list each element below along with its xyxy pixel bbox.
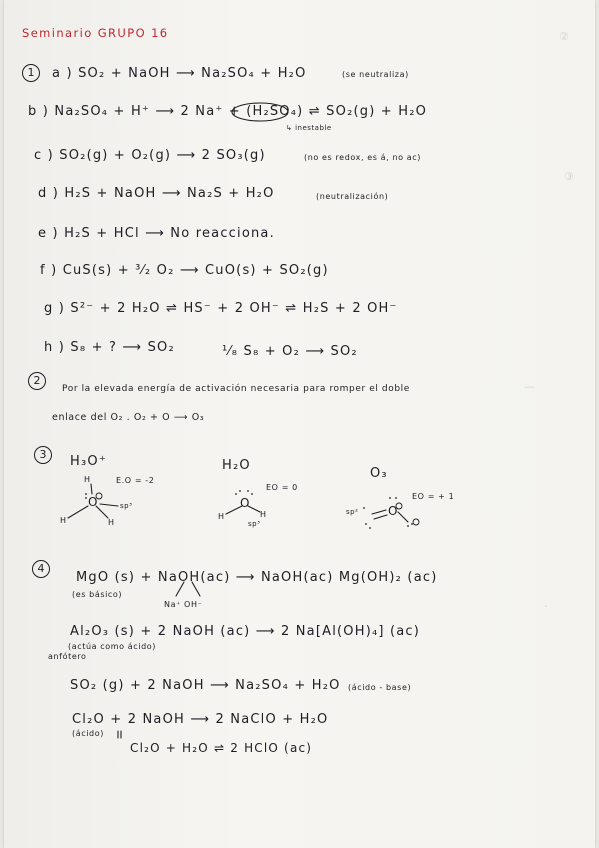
lone-pair-dot: [235, 493, 237, 495]
equation-1h: h ) S₈ + ? ⟶ SO₂: [44, 340, 175, 355]
atom-o-h3o: O: [88, 495, 99, 509]
note-1a: (se neutraliza): [342, 70, 409, 79]
note-4-al2o3: (actúa como ácido): [68, 642, 157, 651]
ions-4-mgo: Na⁺ OH⁻: [164, 600, 203, 609]
atom-h-h2o-left: H: [218, 512, 225, 521]
arrow: [192, 582, 200, 596]
formal-charge-mark: [96, 493, 102, 499]
equation-4-al2o3: Al₂O₃ (s) + 2 NaOH (ac) ⟶ 2 Na[Al(OH)₄] (ac): [70, 624, 421, 639]
lone-pair-dot: [369, 527, 371, 529]
equation-1a: a ) SO₂ + NaOH ⟶ Na₂SO₄ + H₂O: [52, 66, 307, 81]
bleed-through-mark: —: [524, 380, 535, 393]
bleed-through-mark: ③: [564, 170, 574, 183]
lone-pair-dot: [365, 523, 367, 525]
arrow: [176, 582, 184, 596]
hybridization-o3: sp²: [346, 508, 359, 516]
equation-1f: f ) CuS(s) + ³⁄₂ O₂ ⟶ CuO(s) + SO₂(g): [40, 263, 329, 278]
note-4-mgo: (es básico): [72, 590, 123, 599]
formula-o3: O₃: [370, 466, 388, 481]
equation-1c: c ) SO₂(g) + O₂(g) ⟶ 2 SO₃(g): [34, 148, 266, 163]
question-number-3: 3: [34, 446, 52, 464]
equation-4-cl2o: Cl₂O + 2 NaOH ⟶ 2 NaClO + H₂O: [72, 712, 329, 727]
bond: [68, 506, 88, 518]
lone-pair-dot: [251, 493, 253, 495]
hybridization-h3o: sp³: [120, 502, 133, 510]
bond: [248, 506, 260, 512]
equation-1d: d ) H₂S + NaOH ⟶ Na₂S + H₂O: [38, 186, 275, 201]
atom-o-o3: O: [388, 504, 399, 518]
note-4-so2: (ácido - base): [348, 683, 412, 692]
answer-2-line-1: Por la elevada energía de activación necesaria para romper el doble: [62, 384, 410, 394]
lone-pair-dot: [389, 497, 391, 499]
bond: [372, 510, 386, 514]
equation-1h-alt: ¹⁄₈ S₈ + O₂ ⟶ SO₂: [222, 344, 358, 359]
lone-pair-dot: [85, 497, 87, 499]
oxidation-state-h2o: EO = 0: [266, 483, 298, 492]
equation-4-mgo: MgO (s) + NaOH(ac) ⟶ NaOH(ac) Mg(OH)₂ (ac): [76, 570, 438, 585]
equation-4-cl2o-b: Cl₂O + H₂O ⇌ 2 HClO (ac): [130, 741, 313, 755]
question-number-4: 4: [32, 560, 50, 578]
formula-h3o: H₃O⁺: [70, 454, 107, 469]
bleed-through-mark: ·: [544, 600, 548, 613]
bond: [91, 484, 92, 494]
atom-h-left: H: [60, 516, 67, 525]
atom-h-top: H: [84, 475, 91, 484]
oxidation-state-o3: EO = + 1: [412, 492, 455, 501]
lone-pair-dot: [395, 497, 397, 499]
atom-h-right: H: [108, 518, 115, 527]
equation-4-so2: SO₂ (g) + 2 NaOH ⟶ Na₂SO₄ + H₂O: [70, 678, 341, 693]
note-4-cl2o: (ácido): [72, 729, 104, 738]
formal-charge-mark: [413, 519, 419, 525]
formal-charge-mark: [396, 503, 402, 509]
equation-1g: g ) S²⁻ + 2 H₂O ⇌ HS⁻ + 2 OH⁻ ⇌ H₂S + 2 OH⁻: [44, 301, 398, 316]
bond: [398, 512, 408, 522]
bond: [226, 506, 242, 514]
oxidation-state-h3o: E.O = -2: [116, 476, 155, 485]
note-1d: (neutralización): [316, 192, 389, 201]
question-number-2: 2: [28, 372, 46, 390]
note-1c: (no es redox, es á, no ac): [304, 153, 421, 162]
bleed-through-mark: ②: [559, 30, 569, 43]
question-number-1: 1: [22, 64, 40, 82]
bond: [96, 506, 108, 518]
circled-h2so4: [232, 103, 288, 121]
note-1b: ↳ inestable: [286, 124, 332, 132]
pointer: [100, 504, 118, 506]
lone-pair-dot: [239, 490, 241, 492]
bond: [374, 515, 387, 519]
lone-pair-dot: [363, 507, 365, 509]
lone-pair-dot: [247, 490, 249, 492]
lone-pair-dot: [85, 493, 87, 495]
paper-sheet: [4, 0, 595, 848]
lone-pair-dot: [407, 525, 409, 527]
equation-1e: e ) H₂S + HCl ⟶ No reacciona.: [38, 226, 275, 241]
equation-1b: b ) Na₂SO₄ + H⁺ ⟶ 2 Na⁺ + (H₂SO₄) ⇌ SO₂(g) + H₂O: [28, 104, 428, 119]
answer-2-line-2: enlace del O₂ . O₂ + O ⟶ O₃: [52, 412, 205, 423]
note-4-amphoteric: anfótero: [48, 652, 87, 661]
page-title: Seminario GRUPO 16: [22, 26, 169, 40]
hybridization-h2o: sp³: [248, 520, 261, 528]
handwriting-strokes: [4, 0, 595, 848]
lone-pair-dot: [411, 523, 413, 525]
formula-h2o: H₂O: [222, 458, 251, 473]
atom-h-h2o-right: H: [260, 510, 267, 519]
atom-o-h2o: O: [240, 496, 251, 510]
